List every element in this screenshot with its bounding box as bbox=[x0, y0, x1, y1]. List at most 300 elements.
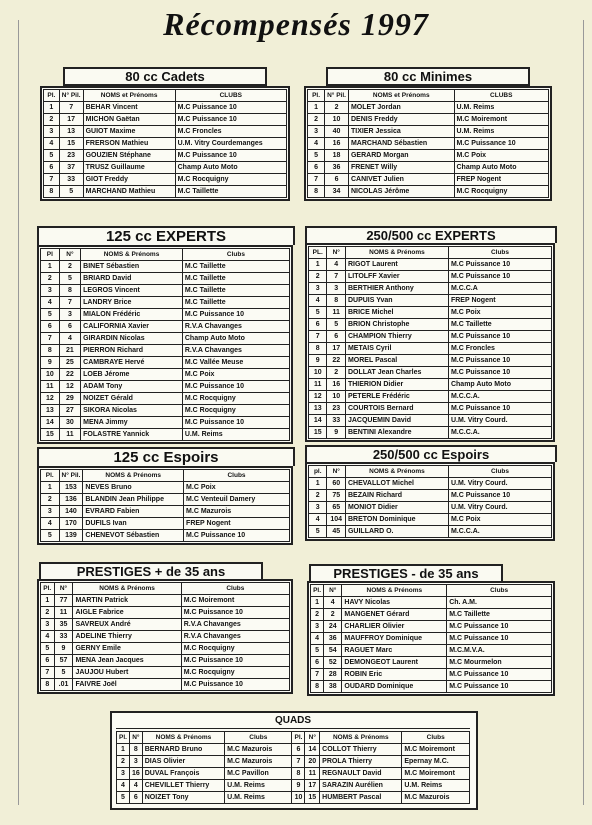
table-row bbox=[41, 393, 290, 405]
name-cell: CHEVILLET Thierry bbox=[142, 780, 224, 792]
number-cell: 9 bbox=[54, 643, 73, 655]
column-header: NOMS & Prénoms bbox=[345, 466, 448, 478]
name-cell: MONIOT Didier bbox=[345, 502, 448, 514]
place-cell: 8 bbox=[308, 186, 325, 198]
column-header: pl. bbox=[309, 466, 327, 478]
number-cell: 36 bbox=[324, 633, 342, 645]
place-cell: 5 bbox=[41, 643, 55, 655]
club-cell: M.C.C.A. bbox=[448, 427, 551, 439]
table-row bbox=[41, 369, 290, 381]
results-frame bbox=[37, 579, 293, 694]
column-header: Pl. bbox=[292, 732, 305, 744]
name-cell: MENA Jean Jacques bbox=[73, 655, 181, 667]
name-cell: SARAZIN Aurélien bbox=[320, 780, 402, 792]
number-cell: 17 bbox=[305, 780, 320, 792]
name-cell: CALIFORNIA Xavier bbox=[81, 321, 183, 333]
section-80cc-minimes bbox=[304, 67, 552, 201]
table-row bbox=[309, 379, 552, 391]
number-cell: 10 bbox=[325, 114, 349, 126]
club-cell: Champ Auto Moto bbox=[454, 162, 549, 174]
name-cell: SIKORA Nicolas bbox=[81, 405, 183, 417]
results-table bbox=[40, 248, 290, 441]
place-cell: 7 bbox=[311, 669, 324, 681]
column-header: NOMS & Prénoms bbox=[83, 470, 184, 482]
results-frame bbox=[110, 711, 478, 810]
right-border-line bbox=[583, 20, 584, 805]
table-row bbox=[309, 391, 552, 403]
section-250-500cc-espoirs bbox=[305, 445, 555, 541]
place-cell: 4 bbox=[41, 631, 55, 643]
place-cell: 1 bbox=[117, 744, 130, 756]
column-header: PL. bbox=[309, 247, 327, 259]
number-cell: 6 bbox=[129, 792, 142, 804]
club-cell: M.C.C.A bbox=[448, 283, 551, 295]
club-cell: M.C Taillette bbox=[182, 261, 289, 273]
table-row bbox=[311, 597, 552, 609]
column-header: Clubs bbox=[448, 466, 551, 478]
club-cell: M.C Puissance 10 bbox=[181, 679, 289, 691]
name-cell: BRETON Dominique bbox=[345, 514, 448, 526]
name-cell: MAUFFROY Dominique bbox=[342, 633, 447, 645]
place-cell: 1 bbox=[309, 259, 327, 271]
table-row bbox=[41, 381, 290, 393]
name-cell: COLLOT Thierry bbox=[320, 744, 402, 756]
table-row bbox=[308, 138, 549, 150]
table-row bbox=[41, 595, 290, 607]
club-cell: M.C Taillette bbox=[447, 609, 552, 621]
table-header-row bbox=[308, 90, 549, 102]
section-title: 80 cc Minimes bbox=[326, 67, 530, 86]
place-cell: 5 bbox=[117, 792, 130, 804]
number-cell: 38 bbox=[324, 681, 342, 693]
name-cell: OUDARD Dominique bbox=[342, 681, 447, 693]
name-cell: GOUZIEN Stéphane bbox=[83, 150, 175, 162]
name-cell: MOLET Jordan bbox=[348, 102, 454, 114]
place-cell: 6 bbox=[41, 655, 55, 667]
table-row bbox=[309, 319, 552, 331]
column-header: Clubs bbox=[182, 249, 289, 261]
name-cell: MANGENET Gérard bbox=[342, 609, 447, 621]
name-cell: MOREL Pascal bbox=[345, 355, 448, 367]
table-row bbox=[311, 681, 552, 693]
club-cell: U.M. Vitry Courdemanges bbox=[175, 138, 286, 150]
number-cell: 8 bbox=[59, 285, 80, 297]
table-header-row bbox=[309, 466, 552, 478]
name-cell: DUVAL François bbox=[142, 768, 224, 780]
name-cell: COURTOIS Bernard bbox=[345, 403, 448, 415]
place-cell: 6 bbox=[292, 744, 305, 756]
section-125cc-espoirs bbox=[37, 447, 293, 545]
place-cell: 2 bbox=[41, 494, 60, 506]
column-header: N° bbox=[327, 247, 345, 259]
table-row bbox=[308, 186, 549, 198]
place-cell: 13 bbox=[41, 405, 60, 417]
column-header: N° Pil. bbox=[59, 90, 83, 102]
column-header: Clubs bbox=[181, 583, 289, 595]
club-cell: M.C Vallée Meuse bbox=[182, 357, 289, 369]
club-cell: M.C Mazurois bbox=[225, 756, 292, 768]
number-cell: 35 bbox=[54, 619, 73, 631]
club-cell: M.C Moiremont bbox=[454, 114, 549, 126]
club-cell: R.V.A Chavanges bbox=[182, 321, 289, 333]
club-cell: M.C Puissance 10 bbox=[447, 669, 552, 681]
table-row bbox=[41, 667, 290, 679]
column-header: NOMS & Prénoms bbox=[81, 249, 183, 261]
number-cell: 4 bbox=[327, 259, 345, 271]
name-cell: THIERION Didier bbox=[345, 379, 448, 391]
place-cell: 1 bbox=[41, 482, 60, 494]
section-title: 125 cc Espoirs bbox=[37, 447, 295, 466]
club-cell: M.C Puissance 10 bbox=[448, 331, 551, 343]
club-cell: M.C Puissance 10 bbox=[447, 681, 552, 693]
number-cell: 77 bbox=[54, 595, 73, 607]
name-cell: PETERLE Frédéric bbox=[345, 391, 448, 403]
table-row bbox=[41, 345, 290, 357]
club-cell: FREP Nogent bbox=[448, 295, 551, 307]
number-cell: 54 bbox=[324, 645, 342, 657]
name-cell: DOLLAT Jean Charles bbox=[345, 367, 448, 379]
name-cell: MIALON Frédéric bbox=[81, 309, 183, 321]
table-row bbox=[41, 619, 290, 631]
name-cell: AIGLE Fabrice bbox=[73, 607, 181, 619]
table-row bbox=[44, 174, 287, 186]
name-cell: FAIVRE Joël bbox=[73, 679, 181, 691]
section-125cc-experts bbox=[37, 226, 293, 444]
name-cell: LITOLFF Xavier bbox=[345, 271, 448, 283]
column-header: Pl. bbox=[117, 732, 130, 744]
club-cell: M.C Poix bbox=[182, 369, 289, 381]
place-cell: 5 bbox=[44, 150, 60, 162]
name-cell: FOLASTRE Yannick bbox=[81, 429, 183, 441]
name-cell: NOIZET Gérald bbox=[81, 393, 183, 405]
club-cell: M.C Rocquigny bbox=[181, 667, 289, 679]
place-cell: 12 bbox=[309, 391, 327, 403]
results-table bbox=[308, 465, 552, 538]
place-cell: 1 bbox=[311, 597, 324, 609]
results-frame bbox=[304, 86, 552, 201]
club-cell: M.C Mazurois bbox=[225, 744, 292, 756]
place-cell: 2 bbox=[41, 607, 55, 619]
club-cell: Ch. A.M. bbox=[447, 597, 552, 609]
table-row bbox=[41, 309, 290, 321]
number-cell: 23 bbox=[59, 150, 83, 162]
club-cell: M.C Puissance 10 bbox=[175, 114, 286, 126]
club-cell: M.C Rocquigny bbox=[182, 393, 289, 405]
place-cell: 6 bbox=[308, 162, 325, 174]
column-header: Pl. bbox=[41, 583, 55, 595]
number-cell: 2 bbox=[325, 102, 349, 114]
results-table bbox=[310, 584, 552, 693]
column-header: N° bbox=[129, 732, 142, 744]
table-row bbox=[41, 607, 290, 619]
column-header: NOMS & Prénoms bbox=[142, 732, 224, 744]
place-cell: 10 bbox=[41, 369, 60, 381]
table-row bbox=[311, 633, 552, 645]
club-cell: M.C Puissance 10 bbox=[454, 138, 549, 150]
name-cell: GERNY Emile bbox=[73, 643, 181, 655]
section-250-500cc-experts bbox=[305, 226, 555, 442]
name-cell: JACQUEMIN David bbox=[345, 415, 448, 427]
name-cell: DUFILS Ivan bbox=[83, 518, 184, 530]
name-cell: CAMBRAYE Hervé bbox=[81, 357, 183, 369]
number-cell: 4 bbox=[324, 597, 342, 609]
table-row bbox=[44, 126, 287, 138]
club-cell: Champ Auto Moto bbox=[182, 333, 289, 345]
club-cell: M.C Rocquigny bbox=[182, 405, 289, 417]
name-cell: CHARLIER Olivier bbox=[342, 621, 447, 633]
club-cell: M.C.C.A. bbox=[448, 526, 551, 538]
club-cell: M.C Puissance 10 bbox=[182, 417, 289, 429]
table-row bbox=[311, 657, 552, 669]
club-cell: M.C Poix bbox=[454, 150, 549, 162]
number-cell: 9 bbox=[327, 427, 345, 439]
number-cell: 3 bbox=[59, 309, 80, 321]
place-cell: 7 bbox=[292, 756, 305, 768]
table-row bbox=[309, 271, 552, 283]
table-row bbox=[308, 102, 549, 114]
number-cell: 139 bbox=[59, 530, 83, 542]
name-cell: FRENET Willy bbox=[348, 162, 454, 174]
name-cell: BRION Christophe bbox=[345, 319, 448, 331]
name-cell: GIRARDIN Nicolas bbox=[81, 333, 183, 345]
place-cell: 2 bbox=[117, 756, 130, 768]
table-row bbox=[311, 645, 552, 657]
club-cell: M.C Puissance 10 bbox=[448, 403, 551, 415]
name-cell: NEVES Bruno bbox=[83, 482, 184, 494]
place-cell: 6 bbox=[41, 321, 60, 333]
place-cell: 12 bbox=[41, 393, 60, 405]
number-cell: 136 bbox=[59, 494, 83, 506]
column-header: CLUBS bbox=[175, 90, 286, 102]
table-row bbox=[309, 427, 552, 439]
column-header: N° bbox=[305, 732, 320, 744]
column-header: NOMS & Prénoms bbox=[342, 585, 447, 597]
table-row bbox=[309, 343, 552, 355]
table-row bbox=[309, 259, 552, 271]
column-header: Pl bbox=[41, 249, 60, 261]
place-cell: 4 bbox=[41, 518, 60, 530]
club-cell: M.C Poix bbox=[448, 514, 551, 526]
place-cell: 4 bbox=[308, 138, 325, 150]
club-cell: Epernay M.C. bbox=[402, 756, 470, 768]
club-cell: M.C Puissance 10 bbox=[175, 150, 286, 162]
table-row bbox=[41, 285, 290, 297]
name-cell: MARCHAND Mathieu bbox=[83, 186, 175, 198]
name-cell: DIAS Olivier bbox=[142, 756, 224, 768]
table-row bbox=[41, 297, 290, 309]
name-cell: BERTHIER Anthony bbox=[345, 283, 448, 295]
results-table bbox=[43, 89, 287, 198]
table-row bbox=[41, 321, 290, 333]
column-header: CLUBS bbox=[454, 90, 549, 102]
place-cell: 1 bbox=[44, 102, 60, 114]
number-cell: 36 bbox=[325, 162, 349, 174]
place-cell: 13 bbox=[309, 403, 327, 415]
table-row bbox=[309, 355, 552, 367]
club-cell: FREP Nogent bbox=[184, 518, 290, 530]
place-cell: 9 bbox=[41, 357, 60, 369]
number-cell: 37 bbox=[59, 162, 83, 174]
number-cell: 7 bbox=[59, 102, 83, 114]
place-cell: 5 bbox=[308, 150, 325, 162]
place-cell: 4 bbox=[309, 295, 327, 307]
column-header: NOMS & Prénoms bbox=[345, 247, 448, 259]
number-cell: 3 bbox=[129, 756, 142, 768]
results-table bbox=[307, 89, 549, 198]
table-row bbox=[309, 331, 552, 343]
number-cell: 5 bbox=[59, 273, 80, 285]
place-cell: 2 bbox=[309, 490, 327, 502]
club-cell: M.C Puissance 10 bbox=[181, 607, 289, 619]
club-cell: M.C Mazurois bbox=[402, 792, 470, 804]
club-cell: M.C Rocquigny bbox=[175, 174, 286, 186]
place-cell: 3 bbox=[41, 619, 55, 631]
place-cell: 9 bbox=[309, 355, 327, 367]
club-cell: M.C Rocquigny bbox=[454, 186, 549, 198]
name-cell: GUIOT Maxime bbox=[83, 126, 175, 138]
section-title: 125 cc EXPERTS bbox=[37, 226, 295, 245]
number-cell: 10 bbox=[327, 391, 345, 403]
name-cell: FRERSON Mathieu bbox=[83, 138, 175, 150]
table-row bbox=[309, 478, 552, 490]
number-cell: 16 bbox=[325, 138, 349, 150]
table-row bbox=[44, 114, 287, 126]
table-row bbox=[41, 357, 290, 369]
place-cell: 3 bbox=[308, 126, 325, 138]
number-cell: 6 bbox=[59, 321, 80, 333]
number-cell: 25 bbox=[59, 357, 80, 369]
number-cell: 40 bbox=[325, 126, 349, 138]
column-header: N° bbox=[324, 585, 342, 597]
table-row bbox=[44, 102, 287, 114]
club-cell: M.C Mourmelon bbox=[447, 657, 552, 669]
table-row bbox=[309, 283, 552, 295]
name-cell: GUILLARD O. bbox=[345, 526, 448, 538]
section-title: PRESTIGES + de 35 ans bbox=[39, 562, 263, 579]
name-cell: MENA Jimmy bbox=[81, 417, 183, 429]
name-cell: HAVY Nicolas bbox=[342, 597, 447, 609]
club-cell: U.M. Reims bbox=[182, 429, 289, 441]
name-cell: BERNARD Bruno bbox=[142, 744, 224, 756]
table-row bbox=[309, 502, 552, 514]
results-table bbox=[40, 582, 290, 691]
place-cell: 15 bbox=[41, 429, 60, 441]
club-cell: M.C Taillette bbox=[182, 297, 289, 309]
table-row bbox=[41, 482, 290, 494]
club-cell: M.C Puissance 10 bbox=[448, 271, 551, 283]
number-cell: 34 bbox=[325, 186, 349, 198]
place-cell: 5 bbox=[41, 530, 60, 542]
club-cell: U.M. Vitry Courd. bbox=[448, 478, 551, 490]
place-cell: 4 bbox=[309, 514, 327, 526]
table-header-row bbox=[311, 585, 552, 597]
section-title: 250/500 cc Espoirs bbox=[305, 445, 557, 462]
number-cell: 4 bbox=[59, 333, 80, 345]
number-cell: 52 bbox=[324, 657, 342, 669]
club-cell: R.V.A Chavanges bbox=[181, 631, 289, 643]
table-row bbox=[117, 780, 470, 792]
name-cell: TIXIER Jessica bbox=[348, 126, 454, 138]
club-cell: M.C Venteuil Damery bbox=[184, 494, 290, 506]
name-cell: LANDRY Brice bbox=[81, 297, 183, 309]
table-row bbox=[44, 138, 287, 150]
column-header: Pl. bbox=[41, 470, 60, 482]
club-cell: U.M. Reims bbox=[454, 126, 549, 138]
number-cell: .01 bbox=[54, 679, 73, 691]
name-cell: DUPUIS Yvan bbox=[345, 295, 448, 307]
place-cell: 8 bbox=[292, 768, 305, 780]
place-cell: 15 bbox=[309, 427, 327, 439]
number-cell: 8 bbox=[129, 744, 142, 756]
club-cell: U.M. Vitry Courd. bbox=[448, 502, 551, 514]
club-cell: M.C Puissance 10 bbox=[448, 259, 551, 271]
club-cell: M.C Moiremont bbox=[181, 595, 289, 607]
column-header: NOMS et Prénoms bbox=[348, 90, 454, 102]
table-row bbox=[309, 367, 552, 379]
number-cell: 14 bbox=[305, 744, 320, 756]
number-cell: 104 bbox=[327, 514, 345, 526]
place-cell: 3 bbox=[309, 283, 327, 295]
results-frame bbox=[40, 86, 290, 201]
column-header: Clubs bbox=[184, 470, 290, 482]
place-cell: 10 bbox=[292, 792, 305, 804]
name-cell: PROLA Thierry bbox=[320, 756, 402, 768]
place-cell: 14 bbox=[41, 417, 60, 429]
column-header: N° Pil. bbox=[325, 90, 349, 102]
number-cell: 33 bbox=[327, 415, 345, 427]
place-cell: 11 bbox=[41, 381, 60, 393]
place-cell: 11 bbox=[309, 379, 327, 391]
place-cell: 3 bbox=[41, 285, 60, 297]
number-cell: 29 bbox=[59, 393, 80, 405]
number-cell: 33 bbox=[54, 631, 73, 643]
section-prestiges-plus-35 bbox=[37, 562, 293, 694]
place-cell: 7 bbox=[44, 174, 60, 186]
table-row bbox=[309, 415, 552, 427]
number-cell: 6 bbox=[327, 331, 345, 343]
place-cell: 4 bbox=[117, 780, 130, 792]
table-row bbox=[117, 792, 470, 804]
table-row bbox=[308, 150, 549, 162]
section-80cc-cadets bbox=[40, 67, 290, 201]
place-cell: 7 bbox=[41, 667, 55, 679]
club-cell: M.C Rocquigny bbox=[181, 643, 289, 655]
name-cell: BENTINI Alexandre bbox=[345, 427, 448, 439]
number-cell: 24 bbox=[324, 621, 342, 633]
number-cell: 13 bbox=[59, 126, 83, 138]
table-row bbox=[41, 518, 290, 530]
table-row bbox=[117, 768, 470, 780]
name-cell: ROBIN Eric bbox=[342, 669, 447, 681]
number-cell: 45 bbox=[327, 526, 345, 538]
place-cell: 8 bbox=[309, 343, 327, 355]
column-header: N° bbox=[327, 466, 345, 478]
name-cell: DENIS Freddy bbox=[348, 114, 454, 126]
section-prestiges-minus-35 bbox=[307, 564, 555, 696]
table-row bbox=[41, 333, 290, 345]
place-cell: 8 bbox=[311, 681, 324, 693]
club-cell: M.C Puissance 10 bbox=[182, 381, 289, 393]
place-cell: 5 bbox=[311, 645, 324, 657]
place-cell: 7 bbox=[309, 331, 327, 343]
table-row bbox=[41, 530, 290, 542]
number-cell: 16 bbox=[129, 768, 142, 780]
number-cell: 75 bbox=[327, 490, 345, 502]
place-cell: 14 bbox=[309, 415, 327, 427]
club-cell: M.C Taillette bbox=[182, 285, 289, 297]
name-cell: ADELINE Thierry bbox=[73, 631, 181, 643]
name-cell: BEHAR Vincent bbox=[83, 102, 175, 114]
